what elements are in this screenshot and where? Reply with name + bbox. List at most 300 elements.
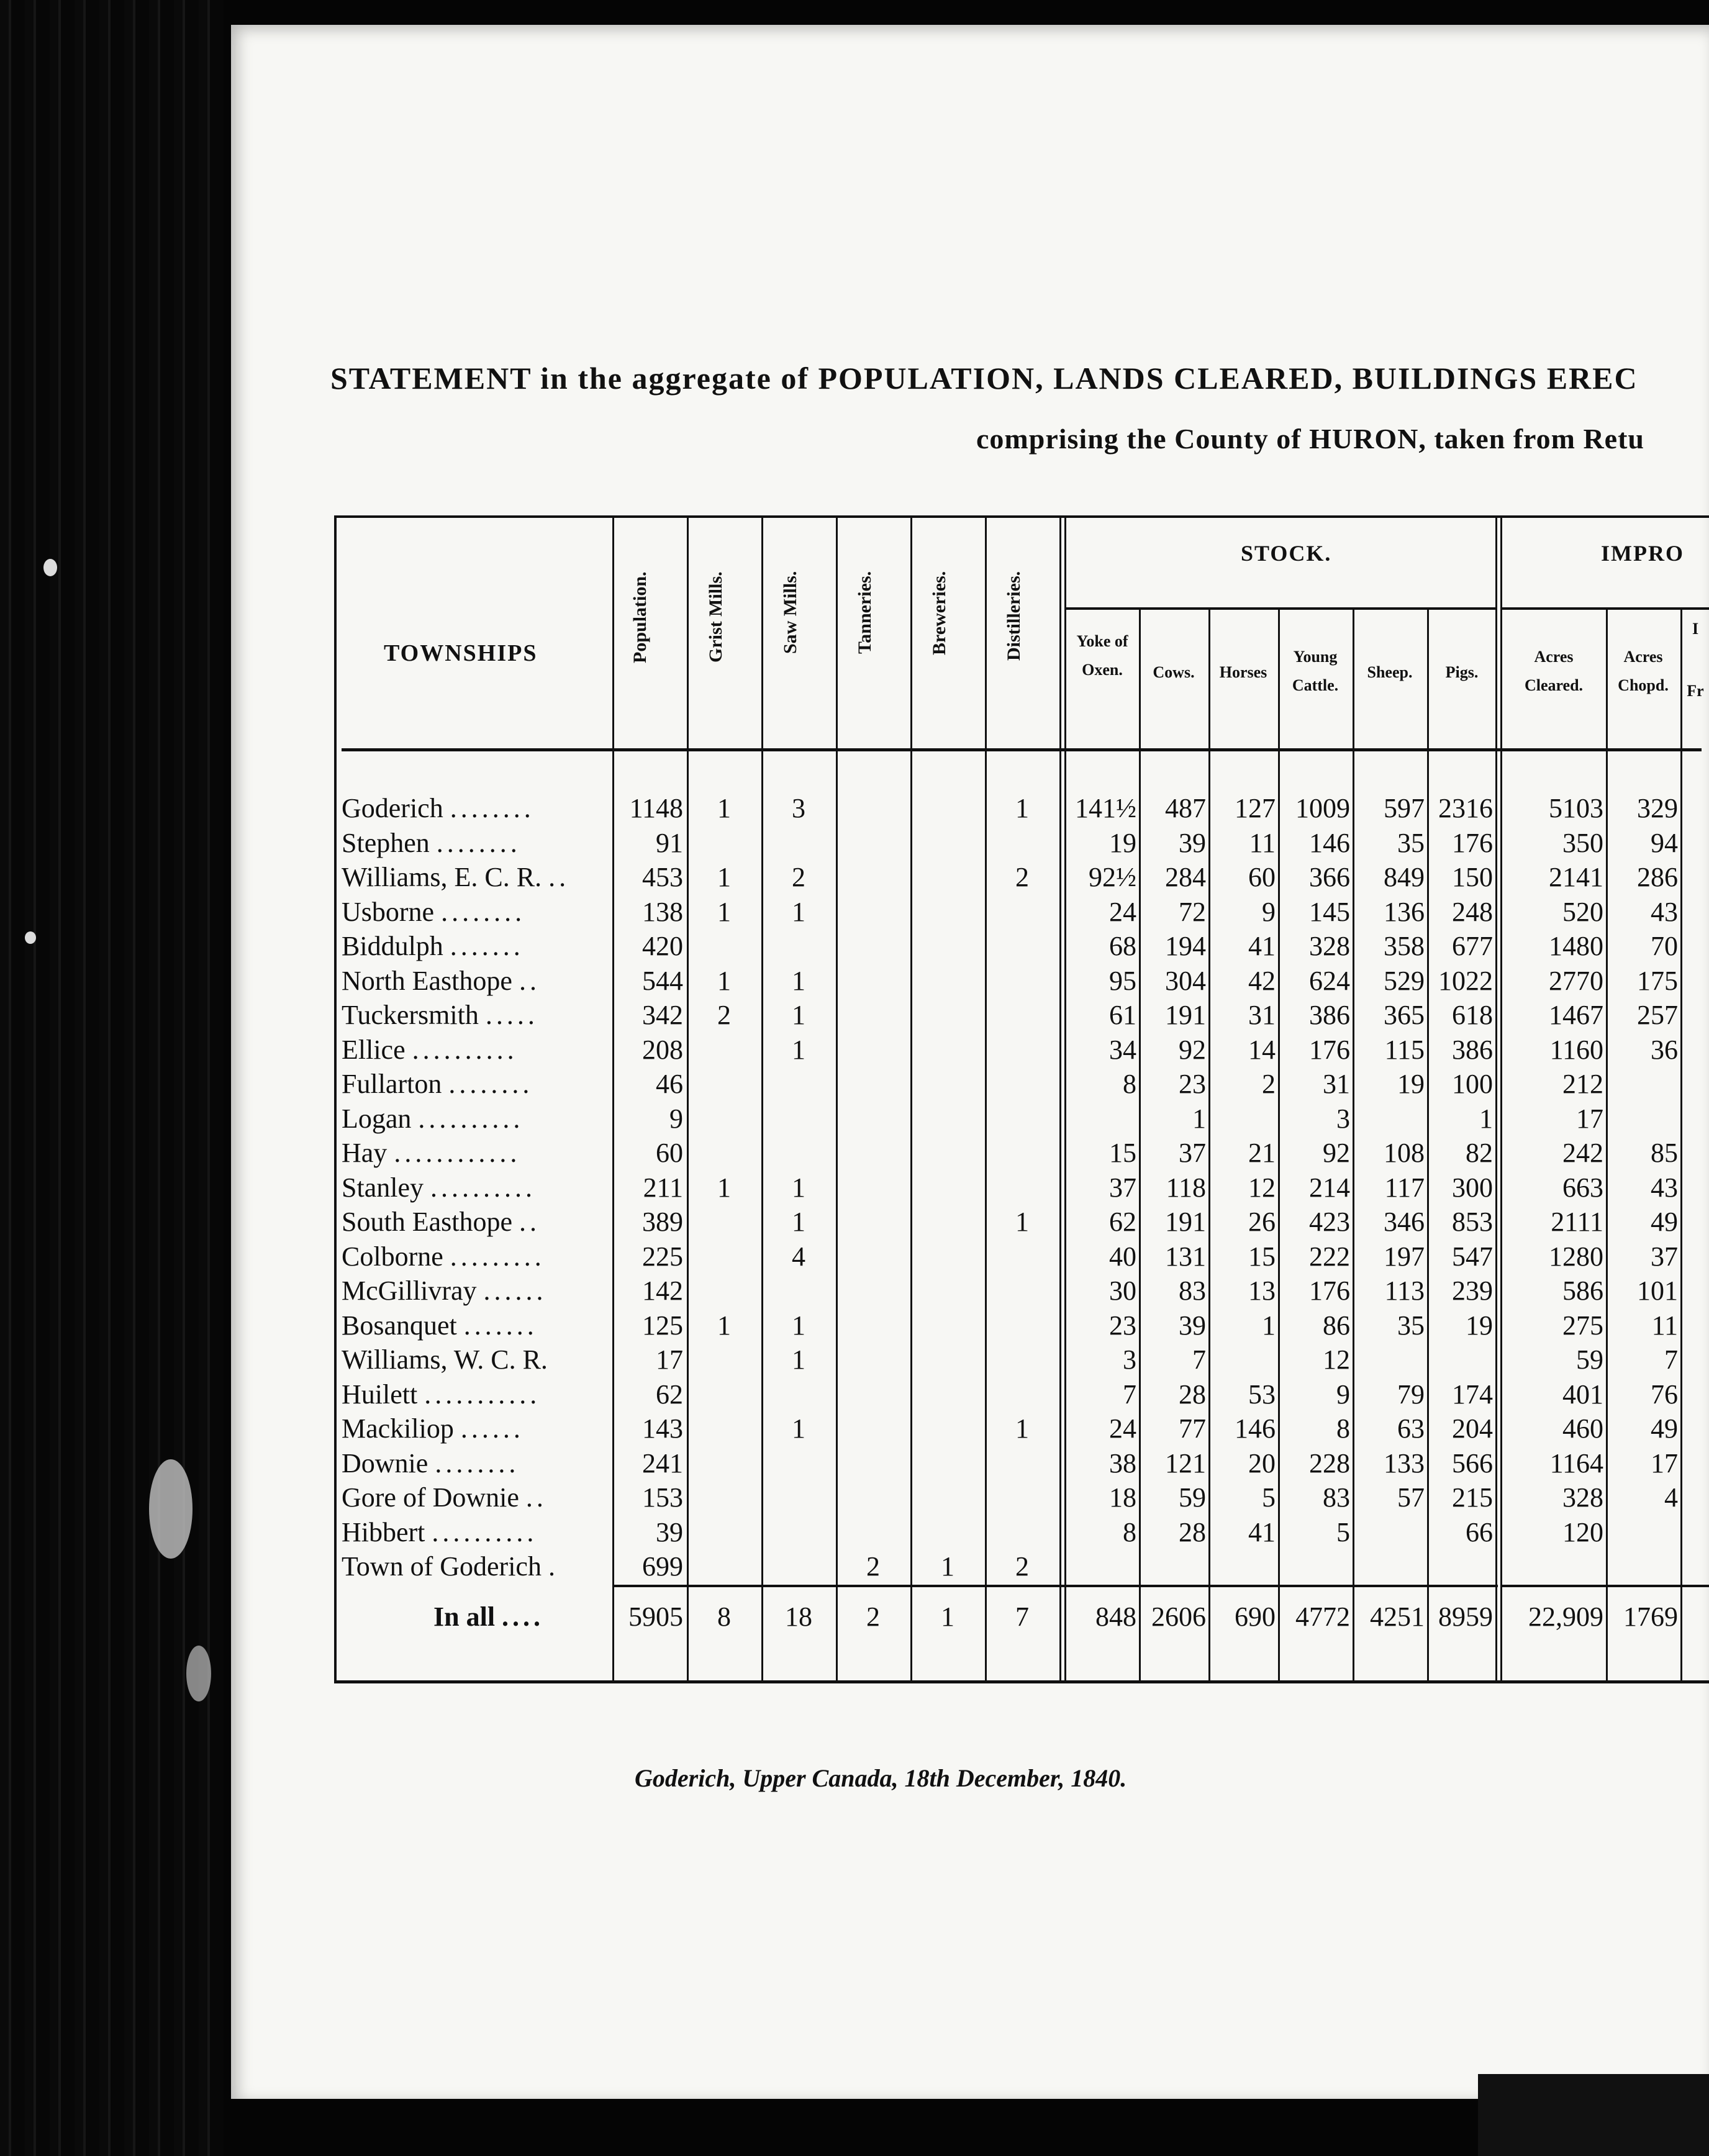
cell-pigs: 386 — [1452, 1034, 1493, 1065]
cell-chopd: 36 — [1651, 1034, 1678, 1065]
total-tanneries: 2 — [866, 1601, 880, 1632]
cell-horses — [1210, 1343, 1276, 1377]
cell-oxen: 40 — [1109, 1241, 1136, 1272]
cell-dist — [985, 1377, 1059, 1412]
cell-dist — [985, 1102, 1059, 1136]
table-row — [334, 998, 1709, 1033]
cell-horses: 21 — [1248, 1138, 1276, 1168]
cell-grist: 1 — [717, 896, 731, 927]
cell-pigs — [1428, 1343, 1493, 1377]
cell-cleared: 212 — [1562, 1069, 1603, 1099]
header-townships: TOWNSHIPS — [384, 640, 538, 666]
township-name: Williams, W. C. R. — [342, 1344, 548, 1375]
cell-oxen: 8 — [1123, 1516, 1136, 1547]
cell-saw — [761, 1549, 836, 1584]
cell-brew — [910, 1136, 985, 1171]
cell-grist — [687, 1274, 761, 1308]
township-name: Hibbert .......... — [342, 1516, 538, 1547]
cell-brew — [910, 860, 985, 895]
cell-cleared: 1160 — [1549, 1034, 1603, 1065]
cell-oxen: 7 — [1123, 1379, 1136, 1410]
total-acres-chopd: 1769 — [1623, 1601, 1678, 1632]
cell-pigs: 82 — [1466, 1138, 1493, 1168]
cell-horses: 12 — [1248, 1172, 1276, 1203]
cell-dist — [985, 1136, 1059, 1171]
table-row — [334, 1102, 1709, 1136]
cell-brew — [910, 1308, 985, 1343]
cell-saw: 2 — [792, 862, 805, 892]
cell-sheep: 35 — [1397, 1310, 1425, 1341]
table-row — [334, 1515, 1709, 1550]
cell-sheep: 57 — [1397, 1482, 1425, 1513]
cell-cows: 72 — [1179, 896, 1206, 927]
cell-young: 146 — [1309, 827, 1350, 858]
document-page — [231, 25, 1709, 2099]
cell-young: 386 — [1309, 1000, 1350, 1030]
cell-sheep: 133 — [1384, 1447, 1425, 1479]
township-name: Williams, E. C. R. .. — [342, 862, 570, 892]
cell-chopd: 7 — [1664, 1344, 1678, 1375]
cell-dist — [985, 895, 1059, 930]
cell-chopd: 329 — [1637, 793, 1678, 823]
scan-speck — [43, 559, 57, 576]
cell-pop: 389 — [642, 1207, 683, 1237]
township-name: Bosanquet ....... — [342, 1310, 538, 1341]
total-breweries: 1 — [941, 1601, 954, 1632]
total-population: 5905 — [628, 1601, 683, 1632]
header-tanneries: Tanneries. — [854, 571, 875, 654]
cell-dist — [985, 1480, 1059, 1515]
cell-dist: 1 — [1015, 793, 1029, 823]
cell-pop: 420 — [642, 931, 683, 961]
table-row — [334, 1067, 1709, 1102]
cell-young: 3 — [1336, 1103, 1350, 1134]
cell-young: 9 — [1336, 1379, 1350, 1410]
cell-cows: 118 — [1166, 1172, 1206, 1203]
cell-cows: 194 — [1165, 931, 1206, 961]
cell-young — [1279, 1549, 1350, 1584]
cell-saw — [761, 1377, 836, 1412]
cell-dist — [985, 1343, 1059, 1377]
township-name: Usborne ........ — [342, 896, 526, 927]
total-cows: 2606 — [1151, 1601, 1206, 1632]
township-name: Gore of Downie .. — [342, 1482, 547, 1513]
cell-pigs: 547 — [1452, 1241, 1493, 1272]
cell-sheep: 358 — [1384, 931, 1425, 961]
cell-cleared: 59 — [1576, 1344, 1603, 1375]
cell-cows: 83 — [1179, 1275, 1206, 1306]
cell-horses: 53 — [1248, 1379, 1276, 1410]
cell-tan — [836, 1411, 910, 1446]
totals-label: In all .... — [433, 1601, 545, 1632]
table-row — [334, 1377, 1709, 1412]
header-improvements: IMPRO — [1601, 541, 1684, 566]
header-sheep: Sheep. — [1367, 663, 1413, 681]
cell-sheep: 108 — [1384, 1138, 1425, 1168]
table-row — [334, 826, 1709, 861]
header-cows: Cows. — [1153, 663, 1195, 681]
cell-saw: 1 — [792, 1034, 805, 1065]
cell-chopd: 85 — [1651, 1138, 1678, 1168]
table-row — [334, 895, 1709, 930]
cell-horses: 60 — [1248, 862, 1276, 892]
cell-saw — [761, 1136, 836, 1171]
table-row — [334, 1033, 1709, 1067]
cell-saw: 1 — [792, 1413, 805, 1444]
cell-chopd — [1607, 1515, 1678, 1550]
cell-tan — [836, 1308, 910, 1343]
cell-chopd: 175 — [1637, 965, 1678, 996]
cell-sheep: 117 — [1384, 1172, 1425, 1203]
table-row — [334, 1205, 1709, 1239]
cell-pigs — [1428, 1549, 1493, 1584]
cell-oxen: 61 — [1109, 1000, 1136, 1030]
cell-pop: 125 — [642, 1310, 683, 1341]
cell-horses: 1 — [1262, 1310, 1276, 1341]
township-name: Colborne ......... — [342, 1241, 545, 1272]
cell-tan — [836, 1480, 910, 1515]
cell-young: 86 — [1323, 1310, 1350, 1341]
cell-cows: 37 — [1179, 1138, 1206, 1168]
cell-brew — [910, 1239, 985, 1274]
cell-horses: 14 — [1248, 1034, 1276, 1065]
cell-grist: 1 — [717, 1310, 731, 1341]
township-name: Town of Goderich . — [342, 1551, 559, 1582]
cell-brew — [910, 964, 985, 999]
cell-young: 8 — [1336, 1413, 1350, 1444]
cell-chopd — [1607, 1102, 1678, 1136]
cell-young: 222 — [1309, 1241, 1350, 1272]
cell-young: 12 — [1323, 1344, 1350, 1375]
cell-dist: 2 — [1015, 862, 1029, 892]
cell-horses: 2 — [1262, 1069, 1276, 1099]
township-name: Ellice .......... — [342, 1034, 518, 1065]
cell-pop: 142 — [642, 1275, 683, 1306]
cell-oxen: 23 — [1109, 1310, 1136, 1341]
cell-dist — [985, 1308, 1059, 1343]
cell-sheep — [1354, 1343, 1425, 1377]
cell-horses: 146 — [1235, 1413, 1276, 1444]
cell-cows: 1 — [1192, 1103, 1206, 1134]
cell-chopd: 11 — [1651, 1310, 1678, 1341]
cell-brew — [910, 1446, 985, 1481]
cell-sheep: 79 — [1397, 1379, 1425, 1410]
cell-tan — [836, 860, 910, 895]
cell-cleared: 2141 — [1549, 862, 1603, 892]
cell-young: 423 — [1309, 1207, 1350, 1237]
cell-brew — [910, 1033, 985, 1067]
cell-grist — [687, 929, 761, 964]
cell-dist — [985, 1515, 1059, 1550]
township-name: Huilett ........... — [342, 1379, 541, 1410]
cell-young: 228 — [1309, 1447, 1350, 1479]
total-sheep: 4251 — [1370, 1601, 1425, 1632]
cell-pigs: 176 — [1452, 827, 1493, 858]
cell-dist — [985, 1274, 1059, 1308]
header-yoke-of-oxen: Yoke of Oxen. — [1076, 632, 1128, 679]
cell-cleared: 242 — [1562, 1138, 1603, 1168]
cell-tan — [836, 1239, 910, 1274]
total-young-cattle: 4772 — [1295, 1601, 1350, 1632]
cell-saw: 1 — [792, 1310, 805, 1341]
cell-saw — [761, 1446, 836, 1481]
cell-chopd: 257 — [1637, 1000, 1678, 1030]
table-row — [334, 964, 1709, 999]
cell-cleared: 120 — [1562, 1516, 1603, 1547]
table-row — [334, 1411, 1709, 1446]
cell-brew — [910, 1171, 985, 1205]
cell-cleared: 1467 — [1549, 1000, 1603, 1030]
cell-young: 214 — [1309, 1172, 1350, 1203]
table-row — [334, 1308, 1709, 1343]
cell-sheep: 197 — [1384, 1241, 1425, 1272]
cell-pop: 225 — [642, 1241, 683, 1272]
table-row — [334, 1136, 1709, 1171]
township-name: Stanley .......... — [342, 1172, 536, 1203]
cell-pop: 544 — [642, 965, 683, 996]
cell-young: 176 — [1309, 1275, 1350, 1306]
table-row — [334, 791, 1709, 826]
cell-pigs: 566 — [1452, 1447, 1493, 1479]
cell-cows: 191 — [1165, 1207, 1206, 1237]
cell-pigs: 1022 — [1438, 965, 1493, 996]
cell-cows: 28 — [1179, 1379, 1206, 1410]
cell-oxen: 141½ — [1075, 793, 1136, 823]
cell-young: 145 — [1309, 896, 1350, 927]
cell-chopd: 70 — [1651, 931, 1678, 961]
township-name: Tuckersmith ..... — [342, 1000, 538, 1030]
cell-oxen: 62 — [1109, 1207, 1136, 1237]
cell-grist — [687, 1239, 761, 1274]
cell-grist: 2 — [717, 1000, 731, 1030]
cell-oxen: 15 — [1109, 1138, 1136, 1168]
cell-oxen: 24 — [1109, 1413, 1136, 1444]
cell-horses: 5 — [1262, 1482, 1276, 1513]
cell-chopd: 43 — [1651, 1172, 1678, 1203]
cell-oxen: 92½ — [1089, 862, 1136, 892]
scan-border-left — [0, 0, 224, 2156]
cell-saw — [761, 1480, 836, 1515]
cell-saw — [761, 1515, 836, 1550]
cell-brew — [910, 1411, 985, 1446]
cell-grist — [687, 1205, 761, 1239]
cell-pop: 153 — [642, 1482, 683, 1513]
statistics-table — [334, 515, 1709, 1695]
cell-tan — [836, 1067, 910, 1102]
cell-cleared: 5103 — [1549, 793, 1603, 823]
cell-pigs: 2316 — [1438, 793, 1493, 823]
cell-horses: 26 — [1248, 1207, 1276, 1237]
cell-brew: 1 — [941, 1551, 954, 1582]
cell-pigs: 1 — [1479, 1103, 1493, 1134]
cell-cows: 77 — [1179, 1413, 1206, 1444]
cell-tan — [836, 1274, 910, 1308]
cell-dist — [985, 1171, 1059, 1205]
header-partial-column-1: I — [1692, 620, 1699, 638]
cell-sheep: 346 — [1384, 1207, 1425, 1237]
cell-pigs: 66 — [1466, 1516, 1493, 1547]
total-oxen: 848 — [1095, 1601, 1136, 1632]
header-young-cattle: Young Cattle. — [1292, 648, 1339, 694]
cell-brew — [910, 929, 985, 964]
cell-pigs: 618 — [1452, 1000, 1493, 1030]
cell-horses: 9 — [1262, 896, 1276, 927]
cell-pop: 241 — [642, 1447, 683, 1479]
cell-brew — [910, 998, 985, 1033]
cell-tan — [836, 1515, 910, 1550]
table-row — [334, 1549, 1709, 1584]
cell-oxen: 24 — [1109, 896, 1136, 927]
table-row — [334, 860, 1709, 895]
cell-brew — [910, 1274, 985, 1308]
cell-cows: 7 — [1192, 1344, 1206, 1375]
cell-pigs: 204 — [1452, 1413, 1493, 1444]
cell-saw — [761, 826, 836, 861]
cell-saw: 1 — [792, 896, 805, 927]
header-breweries: Breweries. — [929, 571, 950, 656]
cell-dist — [985, 1239, 1059, 1274]
cell-oxen: 37 — [1109, 1172, 1136, 1203]
cell-chopd: 17 — [1651, 1447, 1678, 1479]
township-name: Fullarton ........ — [342, 1069, 533, 1099]
cell-oxen: 19 — [1109, 827, 1136, 858]
cell-dist: 1 — [1015, 1207, 1029, 1237]
title-line-1: STATEMENT in the aggregate of POPULATION, LANDS CLEARED, BUILDINGS EREC — [330, 361, 1638, 396]
cell-chopd — [1607, 1067, 1678, 1102]
cell-saw — [761, 929, 836, 964]
cell-cows: 39 — [1179, 1310, 1206, 1341]
cell-cleared: 328 — [1562, 1482, 1603, 1513]
cell-saw — [761, 1067, 836, 1102]
cell-cows — [1140, 1549, 1206, 1584]
cell-young: 5 — [1336, 1516, 1350, 1547]
cell-grist — [687, 826, 761, 861]
cell-pop: 17 — [656, 1344, 683, 1375]
cell-pigs: 677 — [1452, 931, 1493, 961]
cell-sheep: 115 — [1384, 1034, 1425, 1065]
cell-grist — [687, 1136, 761, 1171]
cell-cows: 92 — [1179, 1034, 1206, 1065]
table-row — [334, 1343, 1709, 1377]
cell-tan — [836, 1136, 910, 1171]
cell-cleared: 520 — [1562, 896, 1603, 927]
total-acres-cleared: 22,909 — [1528, 1601, 1603, 1632]
scan-border-bottom — [1478, 2074, 1709, 2156]
cell-brew — [910, 1343, 985, 1377]
cell-cows: 23 — [1179, 1069, 1206, 1099]
cell-young: 83 — [1323, 1482, 1350, 1513]
cell-brew — [910, 895, 985, 930]
cell-pop: 342 — [642, 1000, 683, 1030]
total-grist-mills: 8 — [717, 1601, 731, 1632]
cell-cows: 28 — [1179, 1516, 1206, 1547]
cell-horses: 15 — [1248, 1241, 1276, 1272]
cell-tan — [836, 1343, 910, 1377]
cell-cows: 487 — [1165, 793, 1206, 823]
cell-pop: 143 — [642, 1413, 683, 1444]
cell-tan — [836, 826, 910, 861]
township-name: South Easthope .. — [342, 1207, 540, 1237]
cell-sheep: 35 — [1397, 827, 1425, 858]
cell-cows: 121 — [1165, 1447, 1206, 1479]
cell-chopd: 43 — [1651, 896, 1678, 927]
cell-oxen: 68 — [1109, 931, 1136, 961]
cell-cows: 131 — [1165, 1241, 1206, 1272]
cell-cleared: 663 — [1562, 1172, 1603, 1203]
cell-dist — [985, 1033, 1059, 1067]
cell-chopd: 49 — [1651, 1413, 1678, 1444]
township-name: Hay ............ — [342, 1138, 521, 1168]
table-row — [334, 1480, 1709, 1515]
cell-cows: 284 — [1165, 862, 1206, 892]
cell-pop: 208 — [642, 1034, 683, 1065]
table-row — [334, 1446, 1709, 1481]
header-pigs: Pigs. — [1445, 663, 1479, 681]
cell-brew — [910, 826, 985, 861]
cell-sheep: 19 — [1397, 1069, 1425, 1099]
totals-row — [334, 1600, 1709, 1634]
cell-cleared: 586 — [1562, 1275, 1603, 1306]
cell-saw: 1 — [792, 1344, 805, 1375]
cell-oxen: 3 — [1123, 1344, 1136, 1375]
cell-sheep — [1354, 1549, 1425, 1584]
title-line-2: comprising the County of HURON, taken from Retu — [976, 423, 1645, 455]
cell-grist: 1 — [717, 965, 731, 996]
cell-oxen: 38 — [1109, 1447, 1136, 1479]
cell-horses: 11 — [1249, 827, 1276, 858]
scan-speck — [149, 1459, 193, 1559]
cell-sheep: 597 — [1384, 793, 1425, 823]
cell-grist — [687, 1377, 761, 1412]
cell-dist — [985, 998, 1059, 1033]
cell-saw — [761, 1274, 836, 1308]
cell-tan — [836, 929, 910, 964]
cell-grist — [687, 1067, 761, 1102]
cell-cows: 304 — [1165, 965, 1206, 996]
cell-horses: 42 — [1248, 965, 1276, 996]
cell-cleared: 460 — [1562, 1413, 1603, 1444]
cell-cleared: 401 — [1562, 1379, 1603, 1410]
cell-brew — [910, 1102, 985, 1136]
cell-cleared: 350 — [1562, 827, 1603, 858]
cell-pop: 138 — [642, 896, 683, 927]
township-name: Logan .......... — [342, 1103, 524, 1134]
cell-saw: 1 — [792, 965, 805, 996]
cell-grist — [687, 1480, 761, 1515]
township-name: Biddulph ....... — [342, 931, 524, 961]
cell-horses: 127 — [1235, 793, 1276, 823]
header-acres-cleared: Acres Cleared. — [1524, 648, 1584, 694]
cell-chopd: 49 — [1651, 1207, 1678, 1237]
cell-brew — [910, 1515, 985, 1550]
cell-cows: 59 — [1179, 1482, 1206, 1513]
cell-brew — [910, 1377, 985, 1412]
cell-grist — [687, 1033, 761, 1067]
cell-pigs: 19 — [1466, 1310, 1493, 1341]
header-saw-mills: Saw Mills. — [780, 571, 800, 654]
cell-chopd — [1607, 1549, 1678, 1584]
cell-sheep: 136 — [1384, 896, 1425, 927]
cell-pop: 453 — [642, 862, 683, 892]
cell-tan — [836, 998, 910, 1033]
scan-speck — [25, 931, 36, 944]
cell-oxen: 34 — [1109, 1034, 1136, 1065]
cell-cleared — [1502, 1549, 1603, 1584]
cell-young: 176 — [1309, 1034, 1350, 1065]
footer-place-date: Goderich, Upper Canada, 18th December, 1840. — [635, 1764, 1127, 1792]
cell-sheep: 63 — [1397, 1413, 1425, 1444]
header-partial-column-2: Fr — [1687, 682, 1704, 700]
